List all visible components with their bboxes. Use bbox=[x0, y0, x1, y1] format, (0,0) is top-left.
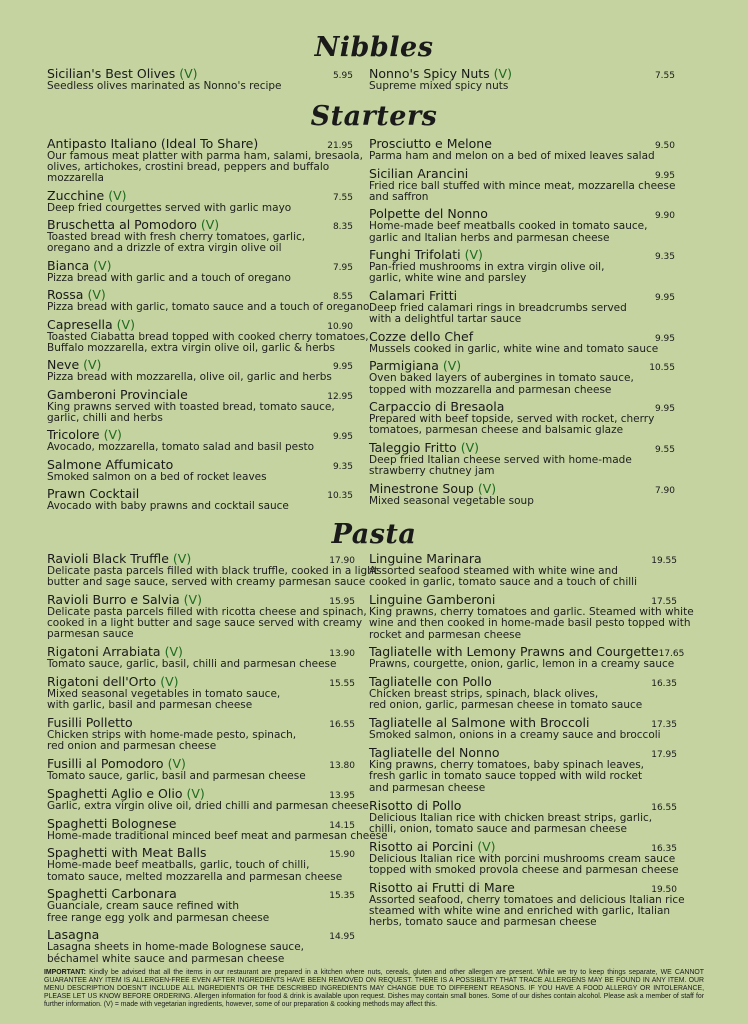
menu-item-price: 9.95 bbox=[332, 362, 353, 373]
menu-item-description: Smoked salmon on a bed of rocket leaves bbox=[47, 470, 267, 483]
menu-item-name bbox=[369, 593, 495, 607]
menu-item bbox=[47, 846, 355, 882]
menu-item bbox=[47, 551, 378, 589]
menu-item-description: Mixed seasonal vegetables in tomato sauce, bbox=[47, 688, 281, 700]
menu-item-name bbox=[47, 675, 179, 689]
dish-name: Rossa bbox=[47, 287, 84, 303]
menu-item-name bbox=[369, 289, 457, 303]
menu-item-description: Deep fried calamari rings in breadcrumbs served bbox=[369, 301, 627, 314]
dish-name: Carpaccio di Bresaola bbox=[369, 399, 505, 415]
menu-item bbox=[369, 207, 675, 243]
menu-item-price: 5.95 bbox=[332, 71, 353, 81]
menu-item-description: Toasted Ciabatta bread topped with cooked cherry tomatoes, bbox=[47, 330, 369, 343]
vegetarian-marker: (V) bbox=[477, 480, 497, 496]
menu-item-description: Home-made beef meatballs, garlic, touch of chilli, bbox=[47, 859, 310, 872]
menu-item bbox=[369, 359, 675, 395]
menu-item-description: steamed with white wine and enriched with garlic, Italian bbox=[369, 904, 671, 917]
menu-item-description: topped with mozzarella and parmesan cheese bbox=[369, 383, 612, 396]
menu-item bbox=[369, 167, 675, 203]
menu-item-description: and saffron bbox=[369, 190, 429, 203]
menu-item-price: 16.35 bbox=[651, 843, 677, 854]
menu-item-description: mozzarella bbox=[47, 172, 104, 185]
menu-item-price: 9.50 bbox=[654, 141, 675, 151]
menu-item-description: herbs, tomato sauce and parmesan cheese bbox=[369, 916, 597, 929]
menu-item bbox=[369, 644, 685, 671]
dish-name: Risotto ai Frutti di Mare bbox=[369, 879, 515, 895]
vegetarian-marker: (V) bbox=[183, 592, 202, 607]
menu-item-name bbox=[47, 259, 111, 273]
menu-item-name bbox=[47, 887, 177, 901]
menu-item-description: Delicious Italian rice with porcini mushrooms cream sauce bbox=[369, 852, 676, 865]
menu-item bbox=[47, 785, 369, 812]
nibbles-left-column bbox=[47, 67, 353, 92]
menu-item-price: 19.55 bbox=[651, 556, 677, 566]
menu-item-description: parmesan sauce bbox=[47, 628, 134, 641]
menu-item-description: wine and then cooked in home-made basil pesto topped with bbox=[369, 617, 691, 630]
menu-item-name bbox=[369, 400, 504, 414]
menu-item bbox=[369, 879, 685, 929]
menu-item-description: Deep fried courgettes served with garlic mayo bbox=[47, 201, 292, 214]
menu-item-name bbox=[369, 799, 461, 813]
menu-item-price: 17.35 bbox=[651, 720, 677, 731]
menu-item-description: Chicken breast strips, spinach, black olives, bbox=[369, 688, 599, 701]
menu-item bbox=[369, 137, 675, 162]
starters-heading: Starters bbox=[310, 101, 438, 132]
menu-item bbox=[369, 289, 675, 325]
menu-item-name bbox=[369, 67, 512, 81]
menu-item-name bbox=[369, 552, 482, 566]
menu-item-price: 9.95 bbox=[654, 170, 675, 181]
dish-name: Fusilli Polletto bbox=[47, 715, 133, 730]
menu-item-price: 15.90 bbox=[329, 850, 355, 861]
dish-name: Bianca bbox=[47, 257, 90, 273]
menu-item-price: 9.95 bbox=[332, 432, 353, 443]
menu-item-description: Guanciale, cream sauce refined with bbox=[47, 900, 240, 913]
menu-item-name bbox=[47, 189, 127, 203]
menu-item-description: Assorted seafood steamed with white wine and bbox=[369, 565, 618, 577]
menu-item-price: 9.35 bbox=[654, 252, 675, 263]
menu-item-description: Our famous meat platter with parma ham, salami, bresaola, bbox=[47, 150, 363, 162]
dish-name: Capresella bbox=[47, 316, 113, 332]
vegetarian-marker: (V) bbox=[442, 358, 462, 374]
menu-item-description: red onion, garlic, parmesan cheese in tomato sauce bbox=[369, 699, 643, 712]
nibbles-heading: Nibbles bbox=[314, 32, 434, 63]
menu-item bbox=[47, 757, 355, 782]
menu-item-name bbox=[369, 359, 461, 373]
menu-item-description: chilli, onion, tomato sauce and parmesan cheese bbox=[369, 822, 627, 835]
menu-item bbox=[47, 358, 353, 383]
menu-item bbox=[47, 316, 369, 354]
menu-item bbox=[369, 482, 675, 507]
dish-name: Prosciutto e Melone bbox=[369, 136, 492, 151]
dish-name: Tagliatelle with Lemony Prawns and Courgette bbox=[369, 644, 659, 660]
vegetarian-marker: (V) bbox=[493, 66, 512, 81]
dish-name: Nonno's Spicy Nuts bbox=[369, 66, 490, 81]
menu-item bbox=[369, 799, 677, 835]
menu-item-description: Pizza bread with mozzarella, olive oil, garlic and herbs bbox=[47, 371, 332, 384]
menu-item bbox=[47, 287, 370, 314]
menu-item-name bbox=[47, 757, 186, 771]
dish-name: Tagliatelle del Nonno bbox=[369, 745, 500, 761]
menu-item-price: 9.55 bbox=[654, 444, 675, 455]
menu-item-name bbox=[47, 593, 202, 607]
dish-name: Ravioli Black Truffle bbox=[47, 551, 169, 566]
menu-item-name bbox=[369, 645, 659, 659]
vegetarian-marker: (V) bbox=[464, 247, 483, 263]
menu-item-name bbox=[47, 388, 188, 402]
menu-item-description: fresh garlic in tomato sauce topped with wild rocket bbox=[369, 770, 643, 783]
menu-item-name bbox=[369, 330, 473, 344]
nibbles-right-column bbox=[369, 67, 675, 92]
menu-item-description: strawberry chutney jam bbox=[369, 465, 495, 478]
menu-item bbox=[47, 815, 388, 842]
dish-name: Tagliatelle al Salmone with Broccoli bbox=[369, 715, 590, 731]
menu-item-description: Delicious Italian rice with chicken breast strips, garlic, bbox=[369, 811, 653, 824]
menu-item bbox=[369, 67, 675, 92]
dish-name: Gamberoni Provinciale bbox=[47, 386, 188, 402]
menu-item-description: Mussels cooked in garlic, white wine and tomato sauce bbox=[369, 342, 659, 355]
menu-item-description: Tomato sauce, garlic, basil, chilli and parmesan cheese bbox=[47, 658, 337, 671]
menu-item-price: 16.55 bbox=[651, 802, 677, 813]
menu-item-name bbox=[47, 846, 207, 860]
menu-item-description: Deep fried Italian cheese served with home-made bbox=[369, 453, 632, 466]
dish-name: Polpette del Nonno bbox=[369, 206, 488, 222]
menu-item-description: Garlic, extra virgin olive oil, dried chilli and parmesan cheese bbox=[47, 799, 369, 812]
menu-item-name bbox=[369, 482, 496, 496]
menu-item-description: Buffalo mozzarella, extra virgin olive oil, garlic & herbs bbox=[47, 341, 335, 354]
menu-item-price: 7.95 bbox=[332, 262, 353, 273]
menu-item-price: 10.90 bbox=[327, 321, 353, 332]
menu-item-name bbox=[369, 840, 496, 854]
menu-item-name bbox=[369, 675, 492, 689]
menu-item-price: 13.90 bbox=[329, 649, 355, 660]
menu-item-name bbox=[369, 207, 488, 221]
menu-item-name bbox=[47, 288, 106, 302]
dish-name: Taleggio Fritto bbox=[369, 439, 457, 455]
menu-item-price: 14.95 bbox=[329, 932, 355, 943]
menu-item-description: red onion and parmesan cheese bbox=[47, 740, 217, 753]
menu-item-price: 10.35 bbox=[327, 490, 353, 501]
menu-item-price: 16.55 bbox=[329, 720, 355, 730]
menu-item-description: cooked in garlic, tomato sauce and a touch of chilli bbox=[369, 576, 637, 589]
menu-item-name bbox=[47, 787, 205, 801]
menu-item-name bbox=[47, 716, 133, 730]
menu-item-price: 8.35 bbox=[332, 222, 353, 233]
menu-item-description: King prawns, cherry tomatoes, baby spinach leaves, bbox=[369, 759, 645, 772]
menu-item-description: garlic, chilli and herbs bbox=[47, 411, 163, 424]
menu-item-price: 15.55 bbox=[329, 679, 355, 689]
dish-name: Spaghetti Aglio e Olio bbox=[47, 785, 183, 801]
menu-item bbox=[47, 136, 363, 185]
menu-item-name bbox=[47, 458, 173, 472]
menu-item-description: oregano and a drizzle of extra virgin olive oil bbox=[47, 242, 282, 255]
menu-item bbox=[369, 840, 677, 876]
menu-item-price: 15.35 bbox=[329, 891, 355, 902]
menu-item-description: Oven baked layers of aubergines in tomato sauce, bbox=[369, 372, 634, 385]
vegetarian-marker: (V) bbox=[179, 66, 198, 81]
menu-item-description: Parma ham and melon on a bed of mixed leaves salad bbox=[369, 150, 655, 162]
dish-name: Risotto di Pollo bbox=[369, 797, 462, 813]
menu-item-price: 7.55 bbox=[332, 192, 353, 203]
menu-item-price: 9.95 bbox=[654, 404, 675, 415]
dish-name: Minestrone Soup bbox=[369, 480, 474, 496]
dish-name: Rigatoni dell'Orto bbox=[47, 674, 157, 689]
menu-item-description: Toasted bread with fresh cherry tomatoes, garlic, bbox=[47, 231, 306, 244]
menu-item-name bbox=[47, 428, 122, 442]
dish-name: Funghi Trifolati bbox=[369, 247, 461, 263]
menu-item-description: with a delightful tartar sauce bbox=[369, 313, 522, 326]
vegetarian-marker: (V) bbox=[477, 838, 496, 854]
dish-name: Fusilli al Pomodoro bbox=[47, 756, 164, 771]
starters-right-column bbox=[369, 137, 675, 507]
menu-item-price: 10.55 bbox=[649, 363, 675, 374]
menu-item bbox=[369, 441, 675, 477]
menu-item bbox=[369, 330, 675, 355]
dish-name: Calamari Fritti bbox=[369, 287, 458, 303]
dish-name: Sicilian Arancini bbox=[369, 165, 469, 181]
vegetarian-marker: (V) bbox=[186, 785, 205, 801]
menu-item bbox=[47, 218, 353, 254]
menu-item bbox=[369, 592, 694, 641]
menu-item-description: Delicate pasta parcels filled with black truffle, cooked in a light bbox=[47, 565, 378, 577]
vegetarian-marker: (V) bbox=[93, 257, 112, 273]
menu-item bbox=[47, 428, 353, 453]
menu-item-description: Fried rice ball stuffed with mince meat, mozzarella cheese bbox=[369, 179, 676, 192]
menu-item-description: Pan-fried mushrooms in extra virgin olive oil, bbox=[369, 261, 605, 274]
menu-item-name bbox=[369, 881, 515, 895]
dish-name: Parmigiana bbox=[369, 358, 439, 374]
dish-name: Spaghetti with Meat Balls bbox=[47, 845, 207, 861]
menu-item-name bbox=[369, 167, 468, 181]
menu-item-price: 9.95 bbox=[654, 292, 675, 303]
menu-item-price: 17.90 bbox=[329, 556, 355, 566]
menu-item bbox=[47, 675, 355, 711]
menu-item-price: 17.95 bbox=[651, 750, 677, 761]
menu-item-description: cooked in a light butter and sage sauce served with creamy bbox=[47, 617, 363, 630]
menu-item-description: garlic and Italian herbs and parmesan cheese bbox=[369, 231, 610, 244]
dish-name: Prawn Cocktail bbox=[47, 485, 140, 501]
menu-item-description: Home-made traditional minced beef meat and parmesan cheese bbox=[47, 829, 388, 842]
menu-item-description: King prawns served with toasted bread, tomato sauce, bbox=[47, 400, 335, 413]
menu-item-name bbox=[47, 318, 135, 332]
menu-item bbox=[47, 645, 355, 670]
vegetarian-marker: (V) bbox=[167, 756, 186, 771]
menu-item-price: 9.35 bbox=[332, 461, 353, 472]
dish-name: Antipasto Italiano (Ideal To Share) bbox=[47, 136, 259, 151]
menu-item-description: Delicate pasta parcels filled with ricotta cheese and spinach, bbox=[47, 606, 367, 618]
menu-item-description: Smoked salmon, onions in a creamy sauce and broccoli bbox=[369, 729, 661, 742]
menu-item bbox=[369, 552, 677, 588]
dish-name: Salmone Affumicato bbox=[47, 456, 174, 472]
menu-item-price: 7.55 bbox=[654, 71, 675, 81]
menu-item-price: 14.15 bbox=[329, 820, 355, 831]
menu-item-description: Lasagna sheets in home-made Bolognese sauce, bbox=[47, 941, 304, 954]
notice-label: IMPORTANT: bbox=[44, 969, 86, 976]
menu-item-description: Seedless olives marinated as Nonno's recipe bbox=[47, 80, 282, 92]
menu-item-name bbox=[47, 552, 191, 566]
menu-item bbox=[47, 716, 355, 752]
menu-item-name bbox=[369, 248, 483, 262]
menu-item-price: 8.55 bbox=[332, 292, 353, 303]
notice-text: Kindly be advised that all the items in our restaurant are prepared in a kitchen where nuts, cereals, gluten and other allergen are present. While we try to keep things separate, WE CANNOT GUARANTEE ANY ITEM IS ALLERGEN-FREE EVEN AFTER INGREDIENTS HAVE BEEN REMOVED ON REQUEST. THERE IS A POSSIBILITY THAT TRACE ALLERGENS MAY BE FOUND IN ANY ITEM. OUR MENU DESCRIPTION DOESN'T INCLUDE ALL INGREDIENTS OR THE DESCRIBED INGREDIENTS MAY CHANGE DUE TO DIFFERENT REASONS. IF YOU HAVE A FOOD ALLERGY OR INTOLERANCE, PLEASE LET US KNOW BEFORE ORDERING. Allergen information for food & drink is available upon request. Dishes may contain small bones. Some of our dishes contain alcohol. Please ask a member of staff for further information. (V) = made with vegetarian ingredients, however, some of our preparation & cooking methods may affect this. bbox=[44, 969, 704, 1009]
menu-item-description: Mixed seasonal vegetable soup bbox=[369, 494, 534, 507]
menu-item bbox=[47, 388, 353, 424]
menu-item-name bbox=[369, 137, 492, 151]
menu-item-name bbox=[47, 928, 99, 942]
menu-item-name bbox=[47, 487, 139, 501]
pasta-heading: Pasta bbox=[331, 519, 417, 550]
vegetarian-marker: (V) bbox=[460, 439, 479, 455]
menu-item-description: and parmesan cheese bbox=[369, 781, 486, 794]
menu-item-description: garlic, white wine and parsley bbox=[369, 272, 527, 285]
dish-name: Zucchine bbox=[47, 187, 105, 203]
dish-name: Tricolore bbox=[47, 427, 100, 443]
allergen-notice bbox=[44, 969, 704, 1009]
menu-item bbox=[47, 487, 353, 512]
pasta-right-column bbox=[369, 551, 694, 929]
vegetarian-marker: (V) bbox=[87, 287, 106, 303]
menu-item-description: Home-made beef meatballs cooked in tomato sauce, bbox=[369, 220, 648, 233]
menu-item bbox=[369, 675, 677, 711]
menu-item-description: free range egg yolk and parmesan cheese bbox=[47, 911, 270, 924]
dish-name: Cozze dello Chef bbox=[369, 328, 474, 344]
vegetarian-marker: (V) bbox=[172, 551, 192, 566]
menu-item-name bbox=[369, 441, 479, 455]
menu-item bbox=[47, 458, 353, 483]
vegetarian-marker: (V) bbox=[160, 674, 179, 689]
menu-item-price: 15.95 bbox=[329, 597, 355, 607]
menu-item-description: tomatoes, parmesan cheese and balsamic glaze bbox=[369, 424, 624, 437]
menu-item-description: Pizza bread with garlic, tomato sauce and a touch of oregano bbox=[47, 301, 370, 314]
menu-item-description: Avocado with baby prawns and cocktail sauce bbox=[47, 499, 289, 512]
starters-left-column bbox=[47, 136, 370, 512]
vegetarian-marker: (V) bbox=[164, 644, 183, 660]
menu-item-description: olives, artichokes, crostini bread, peppers and buffalo bbox=[47, 161, 330, 174]
menu-item bbox=[369, 248, 675, 284]
vegetarian-marker: (V) bbox=[116, 316, 135, 332]
menu-item-description: Assorted seafood, cherry tomatoes and delicious Italian rice bbox=[369, 893, 685, 906]
vegetarian-marker: (V) bbox=[108, 187, 127, 203]
menu-item bbox=[47, 928, 355, 964]
menu-item-description: rocket and parmesan cheese bbox=[369, 628, 522, 641]
menu-item-price: 9.90 bbox=[654, 211, 675, 222]
dish-name: Ravioli Burro e Salvia bbox=[47, 592, 180, 607]
dish-name: Rigatoni Arrabiata bbox=[47, 644, 161, 660]
menu-item-price: 7.90 bbox=[654, 485, 675, 496]
menu-item-description: King prawns, cherry tomatoes and garlic. Steamed with white bbox=[369, 606, 694, 619]
menu-item-price: 13.80 bbox=[329, 761, 355, 771]
menu-item-name bbox=[47, 645, 183, 659]
dish-name: Sicilian's Best Olives bbox=[47, 66, 176, 81]
menu-item-description: Prepared with beef topside, served with rocket, cherry bbox=[369, 413, 655, 426]
dish-name: Neve bbox=[47, 357, 80, 373]
menu-item bbox=[47, 67, 353, 92]
menu-item bbox=[47, 189, 353, 214]
menu-item-description: Chicken strips with home-made pesto, spinach, bbox=[47, 729, 297, 741]
menu-item-name bbox=[47, 817, 176, 831]
menu-item-description: Avocado, mozzarella, tomato salad and basil pesto bbox=[47, 441, 315, 454]
vegetarian-marker: (V) bbox=[103, 427, 122, 443]
dish-name: Spaghetti Bolognese bbox=[47, 815, 177, 831]
menu-item-description: with garlic, basil and parmesan cheese bbox=[47, 699, 253, 712]
menu-item-name bbox=[47, 358, 101, 372]
menu-item-description: béchamel white sauce and parmesan cheese bbox=[47, 952, 285, 965]
pasta-left-column bbox=[47, 551, 388, 965]
menu-item-name bbox=[47, 218, 219, 232]
menu-item-price: 16.35 bbox=[651, 679, 677, 690]
menu-item-name bbox=[369, 746, 500, 760]
menu-item bbox=[369, 716, 677, 741]
dish-name: Tagliatelle con Pollo bbox=[369, 674, 492, 690]
dish-name: Linguine Marinara bbox=[369, 551, 482, 566]
menu-item-price: 12.95 bbox=[327, 391, 353, 402]
menu-item bbox=[47, 259, 353, 284]
vegetarian-marker: (V) bbox=[200, 217, 220, 233]
menu-item-description: Tomato sauce, garlic, basil and parmesan cheese bbox=[47, 770, 306, 782]
menu-item-price: 13.95 bbox=[329, 790, 355, 801]
menu-item-price: 17.65 bbox=[658, 649, 685, 660]
menu-item-price: 9.95 bbox=[654, 333, 675, 344]
menu-item-description: butter and sage sauce, served with creamy parmesan sauce bbox=[47, 576, 366, 589]
dish-name: Lasagna bbox=[47, 927, 100, 943]
dish-name: Linguine Gamberoni bbox=[369, 592, 496, 608]
menu-item bbox=[369, 400, 675, 436]
menu-item-price: 19.50 bbox=[651, 884, 677, 895]
dish-name: Spaghetti Carbonara bbox=[47, 886, 177, 902]
menu-item-description: tomato sauce, melted mozzarella and parmesan cheese bbox=[47, 870, 343, 883]
menu-item-name bbox=[47, 137, 258, 151]
vegetarian-marker: (V) bbox=[83, 357, 102, 373]
menu-item-description: topped with smoked provola cheese and parmesan cheese bbox=[369, 863, 679, 876]
menu-item bbox=[369, 746, 677, 794]
menu-item-name bbox=[47, 67, 198, 81]
menu-item-description: Prawns, courgette, onion, garlic, lemon in a creamy sauce bbox=[369, 658, 675, 671]
menu-item-description: Supreme mixed spicy nuts bbox=[369, 80, 509, 92]
menu-item-description: Pizza bread with garlic and a touch of oregano bbox=[47, 271, 291, 284]
menu-item bbox=[47, 887, 355, 923]
menu-item-name bbox=[369, 716, 589, 730]
menu-item-price: 21.95 bbox=[327, 141, 353, 151]
menu-item bbox=[47, 592, 367, 641]
menu-item-price: 17.55 bbox=[651, 597, 677, 608]
dish-name: Bruschetta al Pomodoro bbox=[47, 217, 197, 233]
dish-name: Risotto ai Porcini bbox=[369, 838, 474, 854]
